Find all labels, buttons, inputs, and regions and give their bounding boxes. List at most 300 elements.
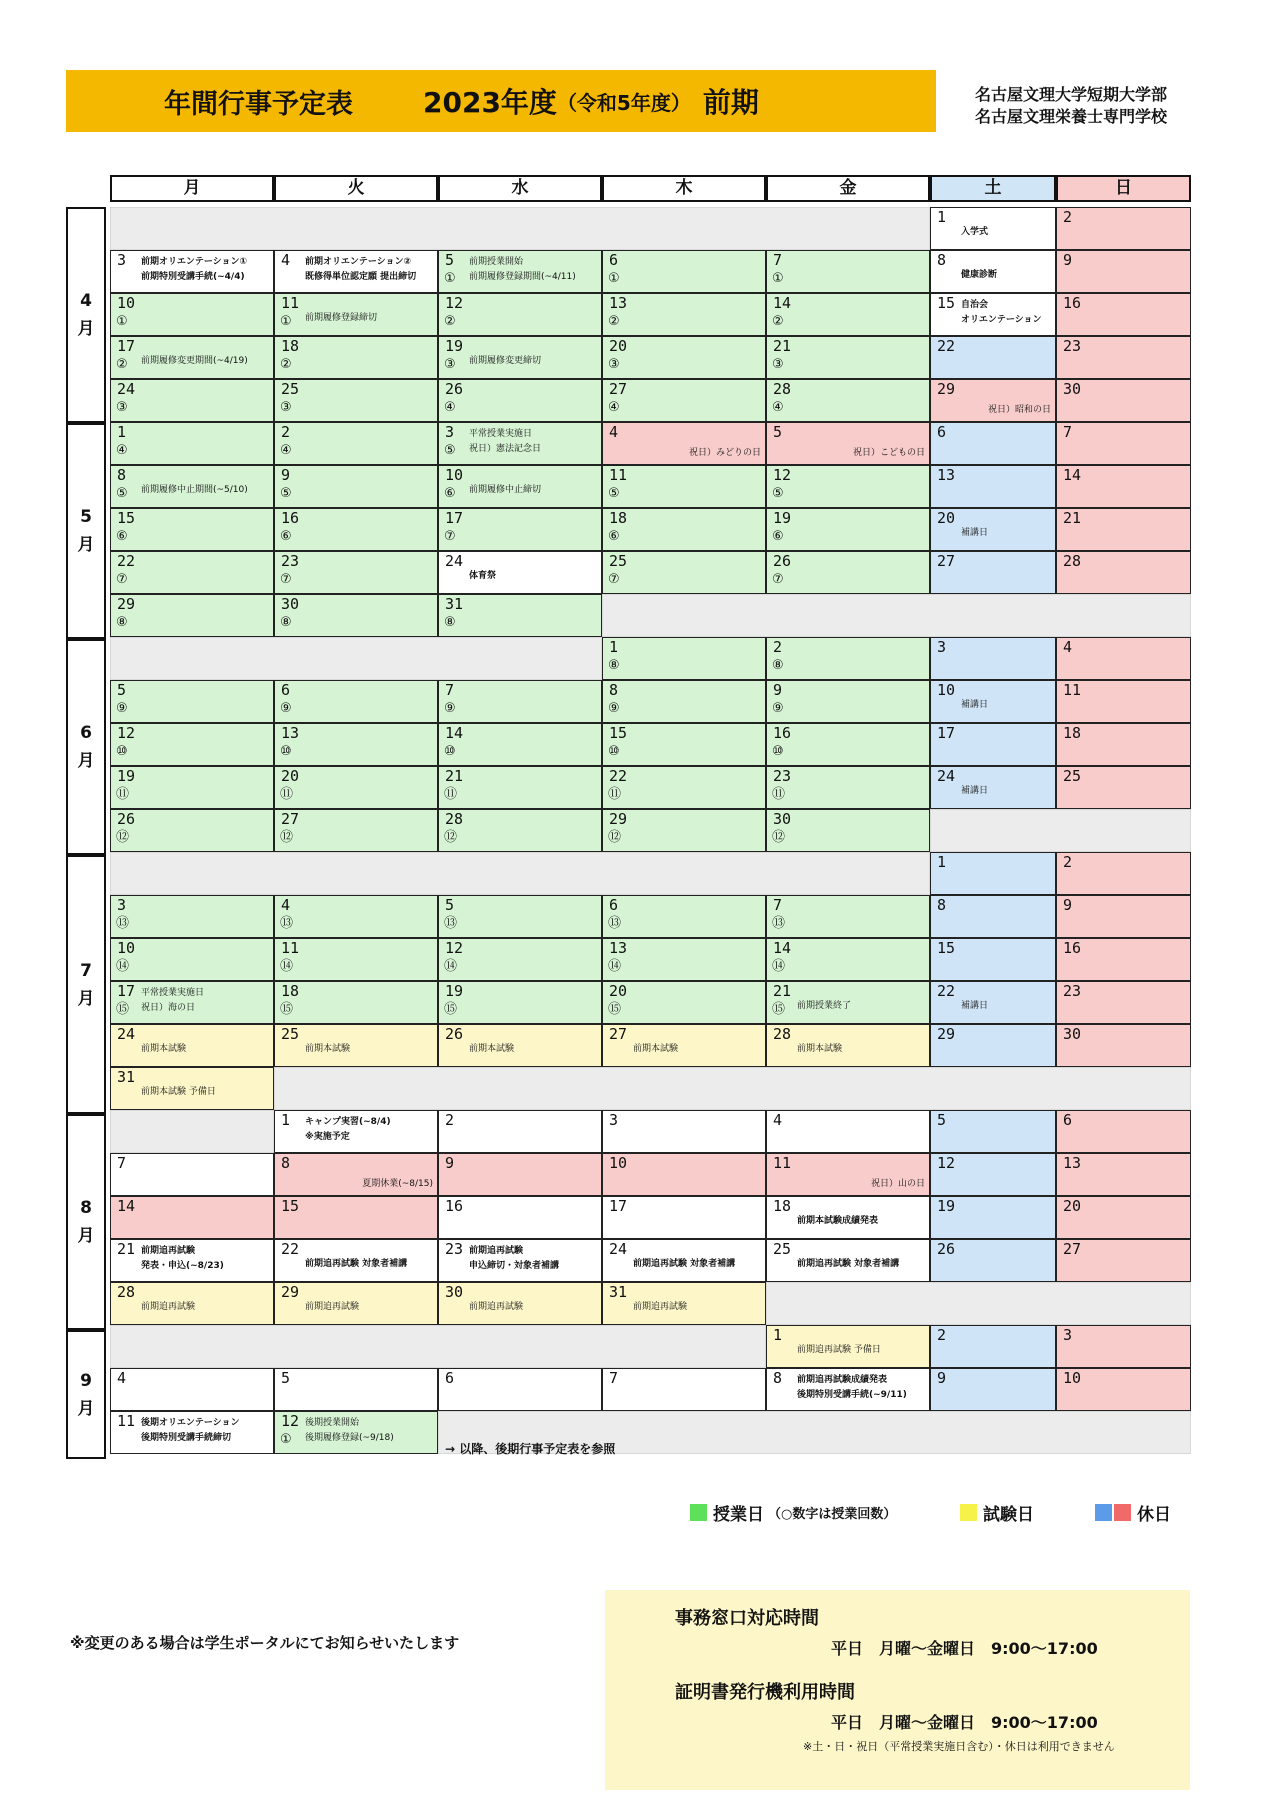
day-cell (1056, 981, 1191, 1024)
day-cell (438, 1024, 602, 1067)
day-number: 9 (445, 1154, 455, 1172)
day-cell (438, 938, 602, 981)
event-text: 前期追再試験 (633, 1302, 688, 1312)
class-count: ② (444, 314, 456, 329)
page-title: 年間行事予定表 (164, 88, 353, 120)
day-number: 15 (937, 294, 956, 312)
event-text: 前期履修変更期間(~4/19) (141, 356, 248, 366)
class-count: ③ (772, 357, 784, 372)
day-number: 23 (1063, 982, 1082, 1000)
event-text-2: 前期特別受講手続(~4/4) (141, 272, 245, 282)
day-number: 28 (445, 810, 464, 828)
weekday-header (110, 175, 1191, 202)
day-number: 29 (281, 1283, 300, 1301)
day-cell (110, 508, 274, 551)
day-cell (766, 1239, 930, 1282)
day-number: 24 (937, 767, 956, 785)
day-number: 28 (773, 380, 792, 398)
day-number: 1 (609, 638, 619, 656)
event-text: 前期追再試験 (469, 1246, 524, 1256)
legend-class-day (690, 1500, 896, 1525)
empty-span (766, 1282, 1191, 1325)
day-cell (1056, 422, 1191, 465)
day-number: 26 (937, 1240, 956, 1258)
day-cell (1056, 938, 1191, 981)
day-number: 7 (609, 1369, 619, 1387)
month-number: 6 (80, 723, 92, 743)
legend-holiday (1095, 1500, 1171, 1525)
day-cell (274, 680, 438, 723)
event-text: 前期授業開始 (469, 257, 524, 267)
cert-machine-text: 平日 月曜～金曜日 9:00～17:00 (831, 1713, 1098, 1732)
day-number: 20 (1063, 1197, 1082, 1215)
day-cell (930, 1325, 1056, 1368)
day-cell (766, 422, 930, 465)
day-number: 14 (773, 939, 792, 957)
day-number: 18 (773, 1197, 792, 1215)
class-count: ⑦ (444, 529, 456, 544)
day-number: 16 (1063, 939, 1082, 957)
day-cell (766, 551, 930, 594)
class-count: ⑧ (444, 615, 456, 630)
day-number: 13 (609, 939, 628, 957)
day-cell (1056, 680, 1191, 723)
day-number: 3 (445, 423, 455, 441)
day-cell (438, 1196, 602, 1239)
day-number: 21 (445, 767, 464, 785)
month-label-july (66, 855, 106, 1114)
calendar-grid (110, 207, 1191, 1459)
day-cell (274, 1411, 438, 1454)
day-number: 12 (937, 1154, 956, 1172)
day-cell (1056, 508, 1191, 551)
month-unit: 月 (77, 535, 95, 555)
day-cell (274, 293, 438, 336)
day-cell (930, 207, 1056, 250)
class-count: ⑮ (608, 1002, 622, 1017)
day-number: 10 (117, 939, 136, 957)
class-count: ⑪ (608, 787, 622, 802)
event-text-2: オリエンテーション (961, 315, 1042, 325)
day-number: 20 (281, 767, 300, 785)
day-cell (110, 723, 274, 766)
day-cell (930, 1196, 1056, 1239)
day-number: 4 (1063, 638, 1073, 656)
day-number: 13 (281, 724, 300, 742)
day-number: 17 (445, 509, 464, 527)
class-count: ⑫ (444, 830, 458, 845)
event-text: 前期履修中止締切 (469, 485, 542, 495)
day-number: 10 (445, 466, 464, 484)
class-count: ① (280, 314, 292, 329)
empty-span (602, 594, 1191, 637)
day-number: 25 (609, 552, 628, 570)
weekday-4: 金 (766, 175, 930, 202)
month-unit: 月 (77, 1398, 95, 1419)
day-cell (766, 938, 930, 981)
day-number: 29 (937, 1025, 956, 1043)
day-cell (1056, 379, 1191, 422)
day-number: 31 (117, 1068, 136, 1086)
class-count: ④ (280, 443, 292, 458)
day-number: 21 (773, 982, 792, 1000)
event-text: 前期追再試験 (141, 1302, 196, 1312)
weekday-0: 月 (110, 175, 274, 202)
day-number: 5 (445, 251, 455, 269)
day-cell (1056, 852, 1191, 895)
day-number: 9 (773, 681, 783, 699)
red-swatch-icon (1114, 1504, 1131, 1521)
day-cell (602, 981, 766, 1024)
legend-holiday-label: 休日 (1137, 1505, 1171, 1525)
day-number: 10 (609, 1154, 628, 1172)
day-cell (438, 981, 602, 1024)
day-cell (766, 1325, 930, 1368)
day-cell (930, 723, 1056, 766)
day-number: 18 (1063, 724, 1082, 742)
day-cell (1056, 207, 1191, 250)
day-number: 14 (117, 1197, 136, 1215)
class-count: ⑧ (608, 658, 620, 673)
day-number: 24 (117, 1025, 136, 1043)
day-number: 2 (445, 1111, 455, 1129)
day-number: 3 (117, 251, 127, 269)
class-count: ① (116, 314, 128, 329)
class-count: ② (772, 314, 784, 329)
class-count: ① (608, 271, 620, 286)
class-count: ④ (116, 443, 128, 458)
day-cell (110, 250, 274, 293)
class-count: ⑩ (116, 744, 128, 759)
day-number: 24 (445, 552, 464, 570)
day-cell (766, 1110, 930, 1153)
day-number: 1 (281, 1111, 291, 1129)
day-cell (602, 1196, 766, 1239)
day-cell (274, 1110, 438, 1153)
weekday-6: 日 (1056, 175, 1191, 202)
class-count: ② (608, 314, 620, 329)
day-number: 25 (281, 380, 300, 398)
day-number: 16 (773, 724, 792, 742)
day-number: 11 (117, 1412, 136, 1430)
event-text: キャンプ実習(~8/4) (305, 1117, 391, 1127)
event-text: 前期本試験 (305, 1044, 351, 1054)
day-number: 19 (937, 1197, 956, 1215)
class-count: ⑫ (608, 830, 622, 845)
day-number: 17 (117, 982, 136, 1000)
day-cell (274, 766, 438, 809)
day-cell (766, 895, 930, 938)
legend-class-label: 授業日 (713, 1505, 764, 1525)
day-cell (766, 680, 930, 723)
day-number: 4 (281, 896, 291, 914)
day-cell (110, 809, 274, 852)
day-number: 6 (1063, 1111, 1073, 1129)
class-count: ⑥ (116, 529, 128, 544)
class-count: ① (772, 271, 784, 286)
day-cell (438, 551, 602, 594)
day-cell (766, 336, 930, 379)
day-number: 5 (445, 896, 455, 914)
event-text: 前期追再試験 対象者補講 (633, 1259, 736, 1269)
day-number: 10 (1063, 1369, 1082, 1387)
day-cell (930, 680, 1056, 723)
day-cell (274, 1024, 438, 1067)
day-number: 3 (117, 896, 127, 914)
day-cell (1056, 723, 1191, 766)
day-number: 17 (609, 1197, 628, 1215)
day-cell (930, 895, 1056, 938)
event-text-2: 後期特別受講手続締切 (141, 1433, 232, 1443)
class-count: ④ (444, 400, 456, 415)
holiday-text: 祝日）みどりの日 (688, 448, 761, 458)
day-cell (1056, 1325, 1191, 1368)
day-cell (110, 1239, 274, 1282)
office-hours-box (605, 1590, 1190, 1790)
day-number: 27 (609, 380, 628, 398)
day-cell (930, 852, 1056, 895)
green-swatch-icon (690, 1504, 707, 1521)
day-number: 8 (773, 1369, 783, 1387)
day-cell (766, 508, 930, 551)
blue-swatch-icon (1095, 1504, 1112, 1521)
title-banner (66, 70, 936, 132)
day-number: 25 (1063, 767, 1082, 785)
event-text: 前期本試験 (797, 1044, 843, 1054)
day-number: 1 (117, 423, 127, 441)
class-count: ⑬ (116, 916, 130, 931)
class-count: ③ (116, 400, 128, 415)
class-count: ⑨ (280, 701, 292, 716)
day-cell (438, 680, 602, 723)
day-cell (438, 508, 602, 551)
day-number: 5 (117, 681, 127, 699)
day-cell (1056, 1239, 1191, 1282)
day-number: 5 (281, 1369, 291, 1387)
day-cell (274, 465, 438, 508)
school-name-1: 名古屋文理大学短期大学部 (975, 85, 1168, 104)
class-count: ① (444, 271, 456, 286)
day-number: 9 (1063, 896, 1073, 914)
legend-exam-day (960, 1500, 1034, 1525)
day-cell (602, 508, 766, 551)
day-number: 2 (1063, 853, 1073, 871)
day-cell (438, 723, 602, 766)
month-label-june (66, 639, 106, 855)
day-number: 22 (937, 982, 956, 1000)
month-unit: 月 (77, 751, 95, 771)
class-count: ⑦ (116, 572, 128, 587)
day-cell (602, 1153, 766, 1196)
day-number: 7 (773, 896, 783, 914)
day-cell (438, 379, 602, 422)
day-number: 16 (1063, 294, 1082, 312)
day-number: 21 (1063, 509, 1082, 527)
class-count: ⑩ (280, 744, 292, 759)
class-count: ⑦ (608, 572, 620, 587)
class-count: ⑮ (444, 1002, 458, 1017)
day-number: 22 (609, 767, 628, 785)
school-names (975, 84, 1167, 128)
day-number: 23 (281, 552, 300, 570)
day-number: 1 (937, 853, 947, 871)
empty-span (110, 637, 602, 680)
class-count: ⑮ (116, 1002, 130, 1017)
day-cell (1056, 293, 1191, 336)
day-cell (766, 1368, 930, 1411)
day-cell (602, 1239, 766, 1282)
class-count: ⑬ (280, 916, 294, 931)
day-cell (930, 336, 1056, 379)
day-number: 1 (773, 1326, 783, 1344)
event-text: 前期追再試験 対象者補講 (305, 1259, 408, 1269)
day-number: 11 (281, 294, 300, 312)
day-number: 12 (773, 466, 792, 484)
event-text: 後期オリエンテーション (141, 1418, 240, 1428)
day-cell (602, 336, 766, 379)
day-number: 3 (1063, 1326, 1073, 1344)
day-cell (274, 551, 438, 594)
day-cell (1056, 1196, 1191, 1239)
legend-class-note: （○数字は授業回数） (768, 1507, 897, 1522)
class-count: ③ (444, 357, 456, 372)
day-cell (438, 336, 602, 379)
day-cell (438, 809, 602, 852)
class-count: ⑤ (280, 486, 292, 501)
day-number: 4 (609, 423, 619, 441)
event-text: 前期追再試験 (469, 1302, 524, 1312)
day-number: 8 (937, 896, 947, 914)
weekday-2: 水 (438, 175, 602, 202)
day-number: 27 (281, 810, 300, 828)
day-number: 18 (281, 982, 300, 1000)
class-count: ⑤ (116, 486, 128, 501)
event-text: 補講日 (961, 700, 989, 710)
day-cell (110, 1196, 274, 1239)
month-number: 5 (80, 507, 92, 527)
event-text: 前期追再試験 (141, 1246, 196, 1256)
day-cell (110, 465, 274, 508)
month-number: 8 (80, 1198, 92, 1218)
day-cell (110, 293, 274, 336)
day-number: 6 (281, 681, 291, 699)
day-cell (110, 680, 274, 723)
day-number: 7 (117, 1154, 127, 1172)
day-number: 28 (1063, 552, 1082, 570)
empty-span (110, 1325, 766, 1368)
legend-exam-label: 試験日 (983, 1505, 1034, 1525)
day-number: 4 (281, 251, 291, 269)
day-cell (930, 1024, 1056, 1067)
class-count: ⑨ (444, 701, 456, 716)
class-count: ⑩ (772, 744, 784, 759)
day-cell (438, 250, 602, 293)
class-count: ⑭ (772, 959, 786, 974)
day-number: 22 (117, 552, 136, 570)
day-number: 8 (937, 251, 947, 269)
class-count: ⑦ (772, 572, 784, 587)
day-number: 8 (609, 681, 619, 699)
event-text: 前期履修登録締切 (305, 313, 378, 323)
day-cell (766, 379, 930, 422)
day-cell (602, 938, 766, 981)
event-text: 前期本試験成績発表 (797, 1216, 879, 1226)
event-text: 前期オリエンテーション② (305, 257, 412, 267)
day-number: 19 (117, 767, 136, 785)
class-count: ⑭ (608, 959, 622, 974)
class-count: ⑨ (772, 701, 784, 716)
office-hours-text: 平日 月曜～金曜日 9:00～17:00 (831, 1639, 1098, 1658)
event-text-2: 祝日）憲法記念日 (469, 444, 542, 454)
day-number: 3 (609, 1111, 619, 1129)
day-cell (602, 379, 766, 422)
month-label-september (66, 1330, 106, 1459)
day-number: 7 (445, 681, 455, 699)
day-number: 21 (773, 337, 792, 355)
month-number: 9 (80, 1370, 92, 1391)
day-cell (930, 379, 1056, 422)
class-count: ⑮ (772, 1002, 786, 1017)
month-unit: 月 (77, 1226, 95, 1246)
day-cell (930, 981, 1056, 1024)
class-count: ⑨ (116, 701, 128, 716)
day-number: 9 (937, 1369, 947, 1387)
empty-span (110, 207, 930, 250)
day-number: 16 (445, 1197, 464, 1215)
day-cell (930, 250, 1056, 293)
event-text: 健康診断 (961, 270, 998, 280)
class-count: ⑥ (280, 529, 292, 544)
day-cell (602, 637, 766, 680)
term-label: 前期 (702, 86, 759, 119)
day-number: 15 (281, 1197, 300, 1215)
day-cell (1056, 1024, 1191, 1067)
day-number: 16 (281, 509, 300, 527)
day-cell (1056, 250, 1191, 293)
day-number: 31 (609, 1283, 628, 1301)
day-number: 17 (117, 337, 136, 355)
month-number: 7 (80, 960, 92, 981)
day-cell (1056, 336, 1191, 379)
day-cell (930, 637, 1056, 680)
class-count: ⑧ (280, 615, 292, 630)
event-text-2: 祝日）海の日 (141, 1003, 196, 1013)
day-cell (274, 422, 438, 465)
day-number: 29 (609, 810, 628, 828)
day-number: 27 (1063, 1240, 1082, 1258)
event-text-2: 後期特別受講手続(~9/11) (797, 1390, 907, 1400)
day-cell (1056, 1153, 1191, 1196)
day-cell (602, 1110, 766, 1153)
event-text-2: 発表・申込(~8/23) (141, 1261, 224, 1271)
day-number: 3 (937, 638, 947, 656)
day-number: 21 (117, 1240, 136, 1258)
event-text: 前期追再試験成績発表 (797, 1375, 888, 1385)
day-number: 12 (445, 939, 464, 957)
day-cell (274, 895, 438, 938)
class-count: ⑧ (772, 658, 784, 673)
day-cell (766, 766, 930, 809)
day-number: 20 (609, 337, 628, 355)
day-cell (930, 508, 1056, 551)
day-cell (1056, 465, 1191, 508)
day-cell (110, 336, 274, 379)
day-number: 14 (445, 724, 464, 742)
day-cell (930, 766, 1056, 809)
empty-span (110, 1110, 274, 1153)
day-number: 22 (281, 1240, 300, 1258)
day-number: 10 (117, 294, 136, 312)
